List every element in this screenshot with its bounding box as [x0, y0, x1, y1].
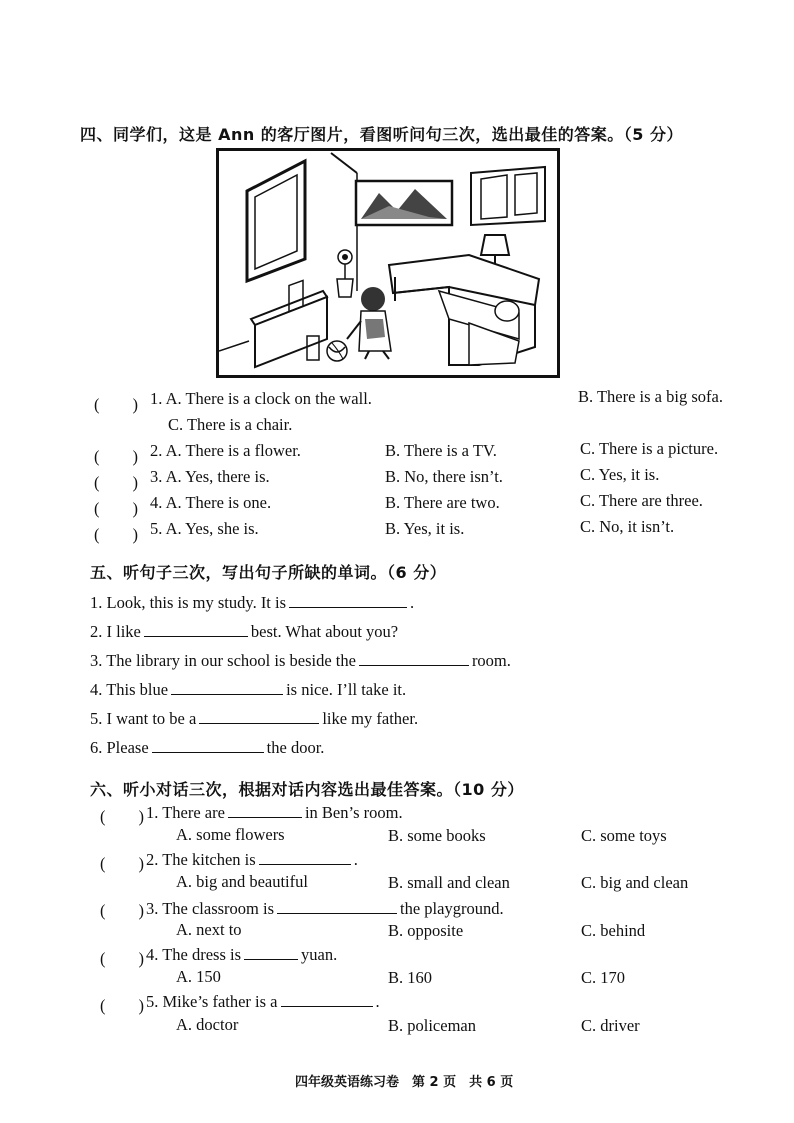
question-6-5-option-a: A. doctor: [176, 1015, 239, 1034]
question-4-3-option-c: C. Yes, it is.: [580, 465, 660, 484]
answer-blank[interactable]: [144, 620, 248, 637]
question-text: .: [353, 850, 358, 869]
answer-paren[interactable]: ( ): [94, 473, 138, 492]
answer-paren[interactable]: ( ): [100, 901, 144, 920]
question-4-1-option-c: C. There is a chair.: [168, 415, 293, 434]
sofa-icon: [389, 255, 539, 365]
question-6-4-option-c: C. 170: [581, 968, 626, 987]
question-6-3-option-a: A. next to: [176, 920, 242, 939]
question-4-1-option-a: 1. A. There is a clock on the wall.: [150, 389, 372, 408]
sentence-text: 4. This blue: [90, 680, 169, 699]
question-6-4-option-b: B. 160: [388, 968, 433, 987]
question-4-4-option-c: C. There are three.: [580, 491, 703, 510]
wall-picture-icon: [356, 181, 452, 225]
dialog-question-5: [146, 990, 380, 1012]
answer-paren[interactable]: ( ): [100, 949, 144, 968]
sentence-text: 2. I like: [90, 622, 141, 641]
sentence-text: 6. Please: [90, 738, 149, 757]
fill-sentence-2: [90, 620, 398, 642]
question-text: .: [375, 992, 380, 1011]
sentence-text: the door.: [266, 738, 325, 757]
answer-blank[interactable]: [152, 736, 264, 753]
question-6-1-option-b: B. some books: [388, 826, 486, 845]
dialog-question-4: [146, 943, 337, 965]
answer-blank[interactable]: [199, 707, 319, 724]
girl-icon: [347, 287, 391, 359]
fill-sentence-3: [90, 649, 511, 671]
question-text: 1. There are: [146, 803, 225, 822]
dialog-question-2: [146, 848, 358, 870]
answer-blank: [244, 943, 298, 960]
sentence-text: like my father.: [322, 709, 419, 728]
answer-blank: [228, 801, 302, 818]
question-4-1-option-b: B. There is a big sofa.: [578, 387, 723, 406]
question-4-4-option-a: 4. A. There is one.: [150, 493, 272, 512]
question-6-5-option-b: B. policeman: [388, 1016, 476, 1035]
answer-paren[interactable]: ( ): [94, 525, 138, 544]
question-text: in Ben’s room.: [304, 803, 403, 822]
question-6-2-option-c: C. big and clean: [581, 873, 689, 892]
question-4-2-option-a: 2. A. There is a flower.: [150, 441, 301, 460]
sentence-text: room.: [471, 651, 511, 670]
answer-blank: [259, 848, 351, 865]
answer-blank[interactable]: [359, 649, 469, 666]
section5-heading: 五、听句子三次，写出句子所缺的单词。（6 分）: [90, 563, 447, 582]
fill-sentence-5: [90, 707, 418, 729]
question-6-2-option-a: A. big and beautiful: [176, 872, 308, 891]
section6-heading: 六、听小对话三次，根据对话内容选出最佳答案。（10 分）: [90, 780, 524, 799]
answer-blank[interactable]: [171, 678, 283, 695]
question-text: 2. The kitchen is: [146, 850, 256, 869]
question-6-3-option-b: B. opposite: [388, 921, 464, 940]
tv-frame-icon: [247, 161, 305, 281]
question-6-3-option-c: C. behind: [581, 921, 646, 940]
question-6-5-option-c: C. driver: [581, 1016, 640, 1035]
question-text: 4. The dress is: [146, 945, 242, 964]
question-4-4-option-b: B. There are two.: [385, 493, 500, 512]
answer-paren[interactable]: ( ): [100, 996, 144, 1015]
cabinet-icon: [251, 280, 327, 367]
fill-sentence-1: [90, 591, 414, 613]
answer-paren[interactable]: ( ): [94, 447, 138, 466]
question-text: 3. The classroom is: [146, 899, 275, 918]
living-room-picture: [216, 148, 560, 378]
answer-paren[interactable]: ( ): [100, 807, 144, 826]
answer-blank: [281, 990, 373, 1007]
answer-blank[interactable]: [289, 591, 407, 608]
sentence-text: 5. I want to be a: [90, 709, 197, 728]
answer-paren[interactable]: ( ): [94, 499, 138, 518]
question-4-3-option-b: B. No, there isn’t.: [385, 467, 503, 486]
flower-icon: [337, 250, 353, 297]
sentence-text: 3. The library in our school is beside the: [90, 651, 356, 670]
question-text: the playground.: [400, 899, 504, 918]
dialog-question-1: [146, 801, 403, 823]
question-6-2-option-b: B. small and clean: [388, 873, 510, 892]
answer-paren[interactable]: ( ): [94, 395, 138, 414]
sentence-text: best. What about you?: [250, 622, 399, 641]
sentence-text: is nice. I’ll take it.: [286, 680, 407, 699]
fill-sentence-4: [90, 678, 406, 700]
answer-blank: [277, 897, 397, 914]
ball-icon: [327, 341, 347, 361]
fill-sentence-6: [90, 736, 324, 758]
question-4-5-option-c: C. No, it isn’t.: [580, 517, 675, 536]
question-4-5-option-a: 5. A. Yes, she is.: [150, 519, 259, 538]
question-4-5-option-b: B. Yes, it is.: [385, 519, 465, 538]
question-text: yuan.: [301, 945, 338, 964]
window-icon: [471, 167, 545, 225]
sentence-text: .: [410, 593, 415, 612]
question-6-1-option-a: A. some flowers: [176, 825, 285, 844]
question-4-3-option-a: 3. A. Yes, there is.: [150, 467, 270, 486]
question-6-1-option-c: C. some toys: [581, 826, 667, 845]
question-text: 5. Mike’s father is a: [146, 992, 278, 1011]
page-footer: 四年级英语练习卷 第 2 页 共 6 页: [295, 1075, 514, 1090]
question-4-2-option-c: C. There is a picture.: [580, 439, 719, 458]
answer-paren[interactable]: ( ): [100, 854, 144, 873]
section4-heading: 四、同学们，这是 Ann 的客厅图片，看图听问句三次，选出最佳的答案。（5 分）: [80, 125, 684, 144]
question-6-4-option-a: A. 150: [176, 967, 221, 986]
dialog-question-3: [146, 897, 504, 919]
question-4-2-option-b: B. There is a TV.: [385, 441, 497, 460]
living-room-illustration: [219, 151, 557, 375]
sentence-text: 1. Look, this is my study. It is: [90, 593, 287, 612]
